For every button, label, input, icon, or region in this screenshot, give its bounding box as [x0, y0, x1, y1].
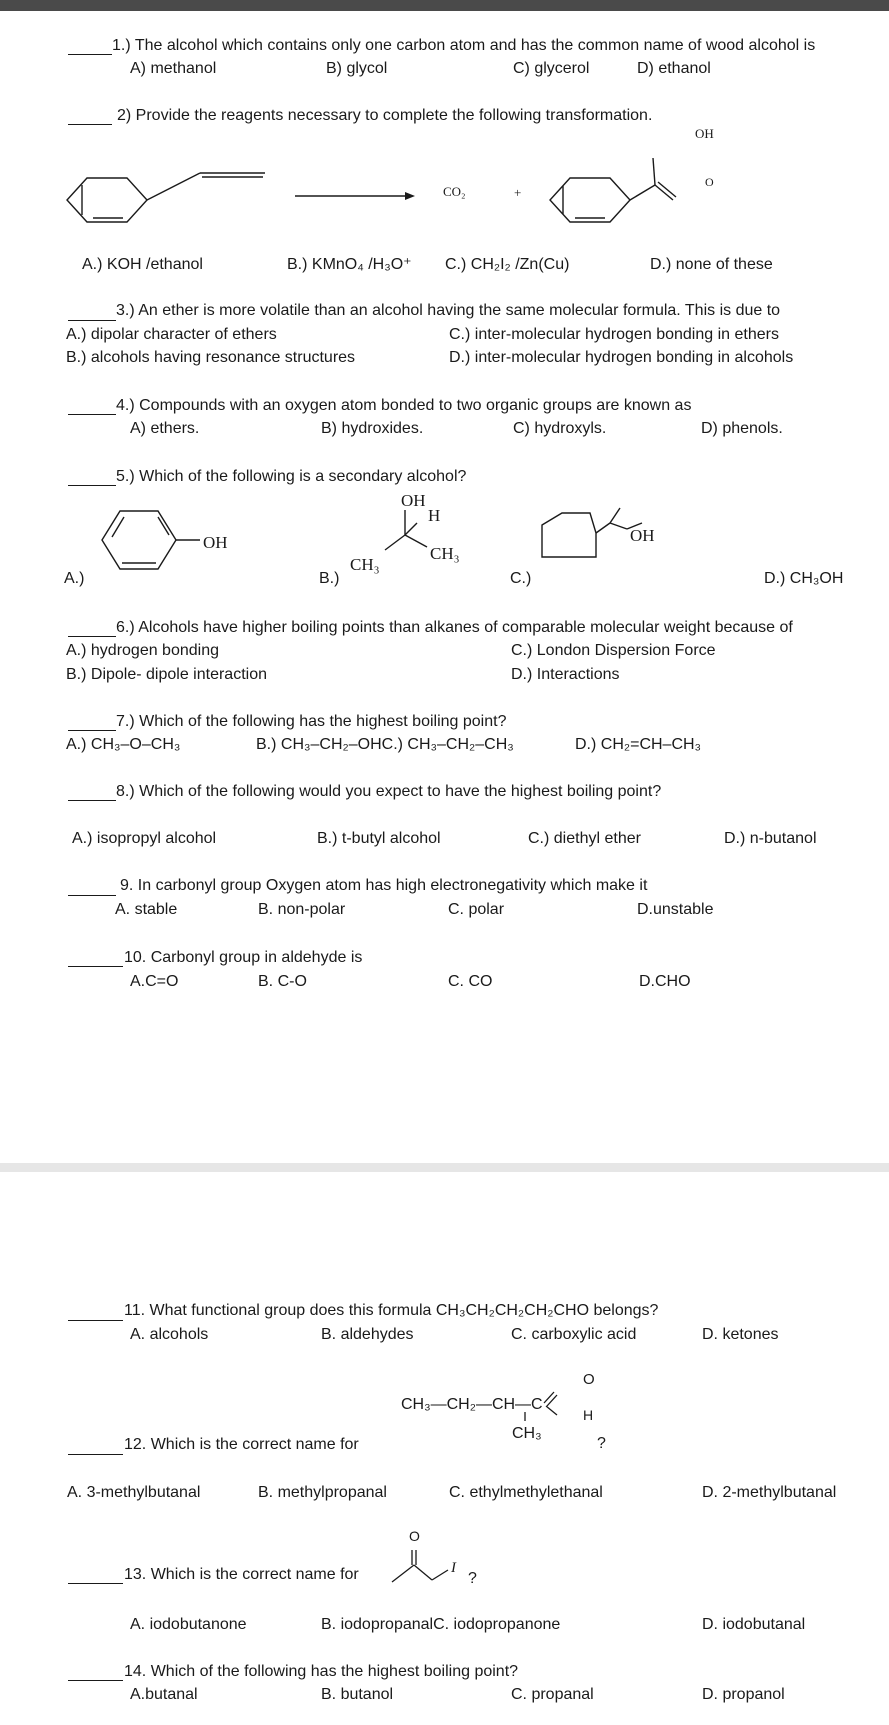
q2-option-d: D.) none of these	[650, 256, 773, 273]
co2-product: CO₂	[443, 184, 466, 199]
answer-blank-q14[interactable]	[68, 1680, 123, 1681]
q3-option-b: B.) alcohols having resonance structures	[66, 349, 356, 366]
q6-option-a: A.) hydrogen bonding	[66, 642, 219, 659]
answer-blank-q10[interactable]	[68, 966, 123, 967]
q4-option-d: D) phenols.	[701, 420, 783, 437]
q13-option-a: A. iodobutanone	[130, 1616, 247, 1633]
q13-question-mark: ?	[468, 1570, 477, 1587]
q14-stem: 14. Which of the following has the highest boiling point?	[124, 1663, 519, 1680]
q2-option-c: C.) CH₂I₂ /Zn(Cu)	[445, 256, 570, 273]
page-divider	[0, 1163, 889, 1172]
q11-option-c: C. carboxylic acid	[511, 1326, 637, 1343]
q12-stem: 12. Which is the correct name for	[124, 1436, 359, 1453]
q10-option-b: B. C-O	[258, 973, 307, 990]
q5-stem: 5.) Which of the following is a secondary alcohol?	[116, 468, 467, 485]
plus-sign: +	[514, 185, 522, 200]
answer-blank-q2[interactable]	[68, 124, 112, 125]
q9-option-a: A. stable	[115, 901, 178, 918]
q7-option-d: D.) CH₂=CH–CH₃	[575, 736, 702, 753]
q2-stem: 2) Provide the reagents necessary to complete the following transformation.	[117, 107, 653, 124]
answer-blank-q13[interactable]	[68, 1583, 123, 1584]
answer-blank-q6[interactable]	[68, 636, 116, 637]
top-bar	[0, 0, 889, 11]
q12-chain: CH₃—CH₂—CH—C	[401, 1396, 543, 1413]
q4-option-b: B) hydroxides.	[321, 420, 424, 437]
q8-option-d: D.) n-butanol	[724, 830, 817, 847]
answer-blank-q3[interactable]	[68, 320, 116, 321]
q12-ch3-label: CH₃	[512, 1425, 542, 1442]
q9-option-b: B. non-polar	[258, 901, 346, 918]
q12-o-label: O	[583, 1371, 595, 1388]
answer-blank-q9[interactable]	[68, 895, 116, 896]
q3-option-a: A.) dipolar character of ethers	[66, 326, 277, 343]
q5c-oh-label: OH	[630, 526, 655, 545]
q2-o-label: O	[705, 175, 714, 189]
q7-option-a: A.) CH₃–O–CH₃	[66, 736, 181, 753]
q8-option-a: A.) isopropyl alcohol	[72, 830, 217, 847]
q14-option-b: B. butanol	[321, 1686, 394, 1703]
q8-stem: 8.) Which of the following would you expect to have the highest boiling point?	[116, 783, 662, 800]
answer-blank-q1[interactable]	[68, 54, 112, 55]
phenol-structure	[100, 505, 200, 575]
q4-option-a: A) ethers.	[130, 420, 200, 437]
q5b-oh-label: OH	[401, 491, 426, 510]
q12-h-label: H	[583, 1407, 594, 1423]
q10-option-c: C. CO	[448, 973, 493, 990]
answer-blank-q5[interactable]	[68, 485, 116, 486]
q13-i-label: I	[451, 1560, 456, 1576]
benzoic-acid-structure	[545, 140, 745, 240]
styrene-structure	[60, 160, 270, 240]
q10-stem: 10. Carbonyl group in aldehyde is	[124, 949, 363, 966]
q3-option-d: D.) inter-molecular hydrogen bonding in alcohols	[449, 349, 794, 366]
q1-option-c: C) glycerol	[513, 60, 590, 77]
q6-option-b: B.) Dipole- dipole interaction	[66, 666, 267, 683]
q8-option-b: B.) t-butyl alcohol	[317, 830, 441, 847]
reaction-arrow	[295, 190, 415, 202]
q14-option-d: D. propanol	[702, 1686, 785, 1703]
q1-option-d: D) ethanol	[637, 60, 711, 77]
q1-option-a: A) methanol	[130, 60, 217, 77]
q5-option-a: A.)	[64, 570, 85, 587]
q6-option-d: D.) Interactions	[511, 666, 620, 683]
answer-blank-q8[interactable]	[68, 800, 116, 801]
q3-stem: 3.) An ether is more volatile than an alcohol having the same molecular formula. This is due to	[116, 302, 781, 319]
iodoketone-structure	[390, 1540, 460, 1590]
answer-blank-q7[interactable]	[68, 730, 116, 731]
q10-option-a: A.C=O	[130, 973, 179, 990]
q9-option-d: D.unstable	[637, 901, 714, 918]
q12-option-d: D. 2-methylbutanal	[702, 1484, 837, 1501]
answer-blank-q12[interactable]	[68, 1454, 123, 1455]
q2-option-a: A.) KOH /ethanol	[82, 256, 203, 273]
q12-option-a: A. 3-methylbutanal	[67, 1484, 201, 1501]
q3-option-c: C.) inter-molecular hydrogen bonding in ethers	[449, 326, 779, 343]
q5-option-b: B.)	[319, 570, 340, 587]
q13-o-label: O	[409, 1528, 420, 1544]
q1-option-b: B) glycol	[326, 60, 388, 77]
answer-blank-q11[interactable]	[68, 1320, 123, 1321]
q2-option-b: B.) KMnO₄ /H₃O⁺	[287, 256, 412, 273]
q4-stem: 4.) Compounds with an oxygen atom bonded to two organic groups are known as	[116, 397, 692, 414]
q9-stem: 9. In carbonyl group Oxygen atom has high electronegativity which make it	[120, 877, 648, 894]
q13-option-d: D. iodobutanal	[702, 1616, 806, 1633]
q7-option-bc: B.) CH₃–CH₂–OHC.) CH₃–CH₂–CH₃	[256, 736, 514, 753]
q5a-oh-label: OH	[203, 533, 228, 552]
q11-stem: 11. What functional group does this formula CH₃CH₂CH₂CH₂CHO belongs?	[124, 1302, 659, 1319]
q8-option-c: C.) diethyl ether	[528, 830, 641, 847]
q2-oh-label: OH	[695, 126, 714, 141]
q1-stem: 1.) The alcohol which contains only one carbon atom and has the common name of wood alcohol is	[112, 37, 816, 54]
q12-option-c: C. ethylmethylethanal	[449, 1484, 603, 1501]
q10-option-d: D.CHO	[639, 973, 691, 990]
q14-option-a: A.butanal	[130, 1686, 198, 1703]
q7-stem: 7.) Which of the following has the highest boiling point?	[116, 713, 507, 730]
q9-option-c: C. polar	[448, 901, 505, 918]
q4-option-c: C) hydroxyls.	[513, 420, 607, 437]
q11-option-d: D. ketones	[702, 1326, 779, 1343]
q13-option-bc: B. iodopropanalC. iodopropanone	[321, 1616, 561, 1633]
q5-option-d: D.) CH₃OH	[764, 570, 844, 587]
q12-question-mark: ?	[597, 1435, 606, 1452]
q6-stem: 6.) Alcohols have higher boiling points than alkanes of comparable molecular weight because of	[116, 619, 793, 636]
q5b-ch3-left: CH₃	[350, 555, 380, 574]
q5b-h-label: H	[428, 506, 441, 525]
q13-stem: 13. Which is the correct name for	[124, 1566, 359, 1583]
answer-blank-q4[interactable]	[68, 414, 116, 415]
q11-option-a: A. alcohols	[130, 1326, 209, 1343]
q11-option-b: B. aldehydes	[321, 1326, 414, 1343]
q12-option-b: B. methylpropanal	[258, 1484, 387, 1501]
q14-option-c: C. propanal	[511, 1686, 594, 1703]
q5-option-c: C.)	[510, 570, 532, 587]
q6-option-c: C.) London Dispersion Force	[511, 642, 716, 659]
q5b-ch3-right: CH₃	[430, 544, 460, 563]
